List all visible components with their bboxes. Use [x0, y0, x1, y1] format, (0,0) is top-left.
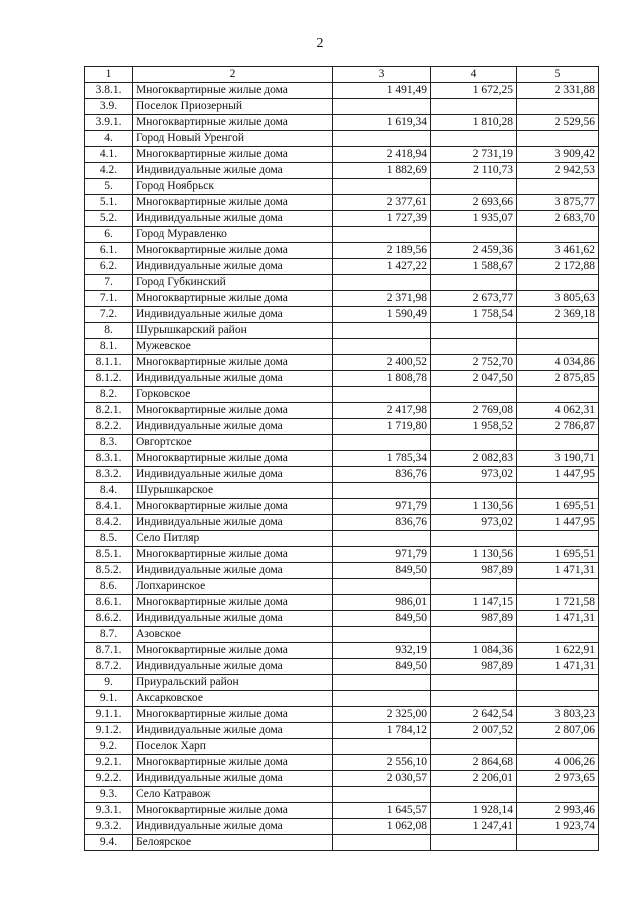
value-col3-cell — [333, 739, 431, 755]
value-col5-cell: 2 973,65 — [517, 771, 599, 787]
row-name-cell: Индивидуальные жилые дома — [133, 771, 333, 787]
value-col3-cell: 1 619,34 — [333, 115, 431, 131]
row-number-cell: 7. — [85, 275, 133, 291]
row-name-cell: Многоквартирные жилые дома — [133, 707, 333, 723]
value-col3-cell: 2 556,10 — [333, 755, 431, 771]
value-col4-cell: 1 084,36 — [431, 643, 517, 659]
value-col4-cell — [431, 131, 517, 147]
row-number-cell: 3.8.1. — [85, 83, 133, 99]
table-row — [85, 531, 599, 547]
row-number-cell: 4.1. — [85, 147, 133, 163]
value-col3-cell: 2 418,94 — [333, 147, 431, 163]
value-col4-cell — [431, 627, 517, 643]
value-col5-cell: 3 461,62 — [517, 243, 599, 259]
row-name-cell: Город Муравленко — [133, 227, 333, 243]
row-name-cell: Овгортское — [133, 435, 333, 451]
row-number-cell: 8.7.1. — [85, 643, 133, 659]
value-col3-cell: 1 491,49 — [333, 83, 431, 99]
row-number-cell: 7.2. — [85, 307, 133, 323]
value-col5-cell: 1 695,51 — [517, 499, 599, 515]
value-col3-cell — [333, 627, 431, 643]
row-number-cell: 4. — [85, 131, 133, 147]
row-number-cell: 8.7.2. — [85, 659, 133, 675]
row-name-cell: Шурышкарское — [133, 483, 333, 499]
row-name-cell: Многоквартирные жилые дома — [133, 547, 333, 563]
table-row — [85, 643, 599, 659]
row-name-cell: Многоквартирные жилые дома — [133, 195, 333, 211]
value-col3-cell: 2 371,98 — [333, 291, 431, 307]
row-name-cell: Индивидуальные жилые дома — [133, 467, 333, 483]
row-name-cell: Город Новый Уренгой — [133, 131, 333, 147]
table-row — [85, 787, 599, 803]
value-col5-cell: 1 622,91 — [517, 643, 599, 659]
row-number-cell: 5.1. — [85, 195, 133, 211]
row-number-cell: 8.5.2. — [85, 563, 133, 579]
row-name-cell: Индивидуальные жилые дома — [133, 211, 333, 227]
table-row — [85, 307, 599, 323]
table-row — [85, 195, 599, 211]
price-table-body — [85, 67, 599, 851]
value-col4-cell — [431, 99, 517, 115]
row-number-cell: 3.9.1. — [85, 115, 133, 131]
value-col4-cell: 2 082,83 — [431, 451, 517, 467]
value-col4-cell: 973,02 — [431, 515, 517, 531]
row-number-cell: 9.3. — [85, 787, 133, 803]
table-row — [85, 691, 599, 707]
value-col3-cell — [333, 787, 431, 803]
row-name-cell: Многоквартирные жилые дома — [133, 755, 333, 771]
page-number: 2 — [316, 36, 324, 51]
value-col4-cell: 1 147,15 — [431, 595, 517, 611]
value-col4-cell: 1 958,52 — [431, 419, 517, 435]
value-col5-cell: 2 172,88 — [517, 259, 599, 275]
value-col4-cell: 2 864,68 — [431, 755, 517, 771]
table-row — [85, 579, 599, 595]
value-col3-cell: 971,79 — [333, 499, 431, 515]
price-table — [84, 66, 599, 851]
value-col3-cell — [333, 275, 431, 291]
table-row — [85, 595, 599, 611]
value-col5-cell: 4 034,86 — [517, 355, 599, 371]
header-cell-5: 5 — [517, 67, 599, 83]
row-name-cell: Приуральский район — [133, 675, 333, 691]
row-name-cell: Белоярское — [133, 835, 333, 851]
row-name-cell: Многоквартирные жилые дома — [133, 243, 333, 259]
row-number-cell: 8.1. — [85, 339, 133, 355]
value-col5-cell — [517, 787, 599, 803]
value-col5-cell: 1 447,95 — [517, 515, 599, 531]
value-col5-cell — [517, 579, 599, 595]
table-row — [85, 707, 599, 723]
table-row — [85, 563, 599, 579]
table-row — [85, 611, 599, 627]
value-col5-cell — [517, 483, 599, 499]
row-name-cell: Мужевское — [133, 339, 333, 355]
value-col5-cell — [517, 323, 599, 339]
value-col3-cell: 2 400,52 — [333, 355, 431, 371]
row-name-cell: Горковское — [133, 387, 333, 403]
row-number-cell: 7.1. — [85, 291, 133, 307]
row-number-cell: 8.2. — [85, 387, 133, 403]
value-col3-cell — [333, 179, 431, 195]
value-col3-cell: 1 785,34 — [333, 451, 431, 467]
row-number-cell: 9. — [85, 675, 133, 691]
row-name-cell: Город Губкинский — [133, 275, 333, 291]
value-col4-cell — [431, 787, 517, 803]
value-col3-cell: 1 645,57 — [333, 803, 431, 819]
value-col4-cell: 2 673,77 — [431, 291, 517, 307]
header-cell-4: 4 — [431, 67, 517, 83]
value-col5-cell — [517, 131, 599, 147]
row-name-cell: Многоквартирные жилые дома — [133, 355, 333, 371]
row-number-cell: 8.5. — [85, 531, 133, 547]
row-number-cell: 9.1.1. — [85, 707, 133, 723]
value-col5-cell: 2 993,46 — [517, 803, 599, 819]
value-col5-cell — [517, 339, 599, 355]
table-row — [85, 739, 599, 755]
value-col3-cell: 986,01 — [333, 595, 431, 611]
value-col4-cell: 987,89 — [431, 563, 517, 579]
header-cell-3: 3 — [333, 67, 431, 83]
value-col5-cell: 4 006,26 — [517, 755, 599, 771]
value-col3-cell: 2 325,00 — [333, 707, 431, 723]
table-row — [85, 83, 599, 99]
value-col5-cell — [517, 675, 599, 691]
value-col3-cell: 2 417,98 — [333, 403, 431, 419]
value-col3-cell — [333, 131, 431, 147]
row-name-cell: Поселок Харп — [133, 739, 333, 755]
value-col3-cell: 1 882,69 — [333, 163, 431, 179]
value-col5-cell — [517, 179, 599, 195]
table-row — [85, 179, 599, 195]
row-name-cell: Многоквартирные жилые дома — [133, 83, 333, 99]
table-row — [85, 451, 599, 467]
value-col4-cell: 1 928,14 — [431, 803, 517, 819]
row-number-cell: 8.3.2. — [85, 467, 133, 483]
value-col5-cell — [517, 435, 599, 451]
value-col4-cell: 1 130,56 — [431, 547, 517, 563]
value-col5-cell — [517, 275, 599, 291]
row-name-cell: Индивидуальные жилые дома — [133, 259, 333, 275]
table-row — [85, 515, 599, 531]
value-col5-cell: 3 909,42 — [517, 147, 599, 163]
value-col5-cell: 2 369,18 — [517, 307, 599, 323]
row-number-cell: 8.2.2. — [85, 419, 133, 435]
row-number-cell: 9.1.2. — [85, 723, 133, 739]
value-col3-cell: 1 719,80 — [333, 419, 431, 435]
row-number-cell: 6.1. — [85, 243, 133, 259]
value-col3-cell: 1 062,08 — [333, 819, 431, 835]
row-number-cell: 6. — [85, 227, 133, 243]
row-number-cell: 9.3.1. — [85, 803, 133, 819]
value-col4-cell: 1 810,28 — [431, 115, 517, 131]
value-col4-cell: 2 642,54 — [431, 707, 517, 723]
value-col4-cell — [431, 531, 517, 547]
table-row — [85, 755, 599, 771]
row-name-cell: Многоквартирные жилые дома — [133, 403, 333, 419]
value-col5-cell — [517, 227, 599, 243]
row-number-cell: 5.2. — [85, 211, 133, 227]
value-col5-cell: 1 471,31 — [517, 611, 599, 627]
value-col4-cell: 973,02 — [431, 467, 517, 483]
table-row — [85, 163, 599, 179]
header-cell-2: 2 — [133, 67, 333, 83]
value-col3-cell: 836,76 — [333, 467, 431, 483]
table-row — [85, 323, 599, 339]
row-number-cell: 8.7. — [85, 627, 133, 643]
value-col4-cell: 987,89 — [431, 611, 517, 627]
value-col4-cell: 987,89 — [431, 659, 517, 675]
row-name-cell: Аксарковское — [133, 691, 333, 707]
value-col4-cell: 2 110,73 — [431, 163, 517, 179]
table-row — [85, 499, 599, 515]
value-col4-cell: 2 769,08 — [431, 403, 517, 419]
value-col5-cell: 2 942,53 — [517, 163, 599, 179]
value-col4-cell: 1 130,56 — [431, 499, 517, 515]
value-col4-cell: 2 731,19 — [431, 147, 517, 163]
value-col5-cell: 2 807,06 — [517, 723, 599, 739]
value-col4-cell — [431, 179, 517, 195]
row-number-cell: 9.1. — [85, 691, 133, 707]
value-col4-cell — [431, 675, 517, 691]
row-name-cell: Индивидуальные жилые дома — [133, 371, 333, 387]
row-number-cell: 8.6. — [85, 579, 133, 595]
table-row — [85, 371, 599, 387]
value-col5-cell: 2 683,70 — [517, 211, 599, 227]
table-row — [85, 803, 599, 819]
value-col5-cell — [517, 691, 599, 707]
table-row — [85, 147, 599, 163]
value-col4-cell — [431, 691, 517, 707]
table-row — [85, 675, 599, 691]
table-row — [85, 483, 599, 499]
table-row — [85, 547, 599, 563]
value-col5-cell — [517, 531, 599, 547]
header-row — [85, 67, 599, 83]
row-number-cell: 6.2. — [85, 259, 133, 275]
value-col4-cell — [431, 227, 517, 243]
row-name-cell: Индивидуальные жилые дома — [133, 723, 333, 739]
value-col5-cell: 2 875,85 — [517, 371, 599, 387]
value-col5-cell: 2 786,87 — [517, 419, 599, 435]
value-col5-cell: 3 875,77 — [517, 195, 599, 211]
value-col3-cell: 1 808,78 — [333, 371, 431, 387]
table-row — [85, 259, 599, 275]
row-name-cell: Многоквартирные жилые дома — [133, 643, 333, 659]
row-name-cell: Поселок Приозерный — [133, 99, 333, 115]
row-name-cell: Индивидуальные жилые дома — [133, 563, 333, 579]
row-number-cell: 5. — [85, 179, 133, 195]
value-col4-cell: 2 047,50 — [431, 371, 517, 387]
value-col4-cell — [431, 323, 517, 339]
table-row — [85, 339, 599, 355]
value-col3-cell: 1 727,39 — [333, 211, 431, 227]
value-col3-cell — [333, 99, 431, 115]
row-number-cell: 8.3.1. — [85, 451, 133, 467]
value-col4-cell: 1 758,54 — [431, 307, 517, 323]
value-col3-cell — [333, 227, 431, 243]
table-row — [85, 227, 599, 243]
value-col5-cell: 3 190,71 — [517, 451, 599, 467]
value-col4-cell — [431, 435, 517, 451]
row-number-cell: 3.9. — [85, 99, 133, 115]
value-col4-cell — [431, 579, 517, 595]
value-col3-cell: 932,19 — [333, 643, 431, 659]
table-row — [85, 627, 599, 643]
value-col4-cell: 1 935,07 — [431, 211, 517, 227]
value-col3-cell: 971,79 — [333, 547, 431, 563]
value-col3-cell: 836,76 — [333, 515, 431, 531]
row-number-cell: 8.3. — [85, 435, 133, 451]
value-col5-cell: 1 447,95 — [517, 467, 599, 483]
value-col5-cell: 4 062,31 — [517, 403, 599, 419]
value-col5-cell: 3 803,23 — [517, 707, 599, 723]
table-row — [85, 771, 599, 787]
value-col5-cell — [517, 387, 599, 403]
table-row — [85, 659, 599, 675]
table-row — [85, 723, 599, 739]
row-number-cell: 8.6.2. — [85, 611, 133, 627]
value-col3-cell — [333, 387, 431, 403]
value-col3-cell: 2 030,57 — [333, 771, 431, 787]
row-name-cell: Многоквартирные жилые дома — [133, 451, 333, 467]
value-col4-cell: 2 206,01 — [431, 771, 517, 787]
row-name-cell: Шурышкарский район — [133, 323, 333, 339]
value-col5-cell — [517, 739, 599, 755]
row-number-cell: 9.3.2. — [85, 819, 133, 835]
value-col3-cell — [333, 531, 431, 547]
table-row — [85, 387, 599, 403]
table-row — [85, 819, 599, 835]
table-row — [85, 467, 599, 483]
value-col4-cell: 2 459,36 — [431, 243, 517, 259]
row-name-cell: Многоквартирные жилые дома — [133, 147, 333, 163]
value-col5-cell: 1 695,51 — [517, 547, 599, 563]
value-col3-cell — [333, 435, 431, 451]
row-number-cell: 9.2.2. — [85, 771, 133, 787]
table-row — [85, 419, 599, 435]
row-name-cell: Село Катравож — [133, 787, 333, 803]
value-col3-cell — [333, 691, 431, 707]
row-number-cell: 4.2. — [85, 163, 133, 179]
value-col3-cell: 2 189,56 — [333, 243, 431, 259]
value-col4-cell: 1 672,25 — [431, 83, 517, 99]
table-row — [85, 131, 599, 147]
value-col3-cell: 1 590,49 — [333, 307, 431, 323]
table-row — [85, 99, 599, 115]
value-col4-cell — [431, 387, 517, 403]
value-col3-cell — [333, 483, 431, 499]
row-number-cell: 8.4.2. — [85, 515, 133, 531]
row-name-cell: Многоквартирные жилые дома — [133, 499, 333, 515]
row-name-cell: Индивидуальные жилые дома — [133, 611, 333, 627]
value-col5-cell — [517, 627, 599, 643]
table-row — [85, 403, 599, 419]
value-col3-cell: 849,50 — [333, 611, 431, 627]
row-name-cell: Индивидуальные жилые дома — [133, 819, 333, 835]
table-row — [85, 435, 599, 451]
row-number-cell: 8.1.1. — [85, 355, 133, 371]
row-number-cell: 9.2.1. — [85, 755, 133, 771]
value-col3-cell — [333, 323, 431, 339]
row-number-cell: 8.6.1. — [85, 595, 133, 611]
row-number-cell: 8. — [85, 323, 133, 339]
value-col3-cell: 2 377,61 — [333, 195, 431, 211]
table-row — [85, 355, 599, 371]
value-col3-cell — [333, 339, 431, 355]
value-col5-cell: 2 529,56 — [517, 115, 599, 131]
row-number-cell: 9.2. — [85, 739, 133, 755]
value-col5-cell: 1 471,31 — [517, 659, 599, 675]
table-row — [85, 115, 599, 131]
row-name-cell: Многоквартирные жилые дома — [133, 595, 333, 611]
value-col3-cell: 1 427,22 — [333, 259, 431, 275]
value-col5-cell: 1 471,31 — [517, 563, 599, 579]
value-col4-cell: 1 588,67 — [431, 259, 517, 275]
value-col4-cell: 1 247,41 — [431, 819, 517, 835]
table-row — [85, 291, 599, 307]
row-number-cell: 8.2.1. — [85, 403, 133, 419]
row-name-cell: Индивидуальные жилые дома — [133, 307, 333, 323]
row-name-cell: Индивидуальные жилые дома — [133, 419, 333, 435]
row-number-cell: 8.4. — [85, 483, 133, 499]
value-col5-cell: 1 923,74 — [517, 819, 599, 835]
row-number-cell: 8.5.1. — [85, 547, 133, 563]
value-col4-cell: 2 752,70 — [431, 355, 517, 371]
row-name-cell: Лопхаринское — [133, 579, 333, 595]
header-cell-1: 1 — [85, 67, 133, 83]
row-name-cell: Многоквартирные жилые дома — [133, 803, 333, 819]
value-col3-cell: 849,50 — [333, 563, 431, 579]
value-col4-cell — [431, 835, 517, 851]
value-col5-cell: 2 331,88 — [517, 83, 599, 99]
row-name-cell: Азовское — [133, 627, 333, 643]
value-col3-cell — [333, 835, 431, 851]
value-col5-cell — [517, 99, 599, 115]
row-number-cell: 9.4. — [85, 835, 133, 851]
row-name-cell: Индивидуальные жилые дома — [133, 659, 333, 675]
row-name-cell: Многоквартирные жилые дома — [133, 291, 333, 307]
value-col3-cell: 1 784,12 — [333, 723, 431, 739]
row-name-cell: Индивидуальные жилые дома — [133, 515, 333, 531]
value-col3-cell — [333, 579, 431, 595]
row-name-cell: Город Ноябрьск — [133, 179, 333, 195]
value-col4-cell — [431, 739, 517, 755]
row-name-cell: Индивидуальные жилые дома — [133, 163, 333, 179]
table-row — [85, 211, 599, 227]
value-col4-cell — [431, 275, 517, 291]
value-col5-cell — [517, 835, 599, 851]
row-number-cell: 8.1.2. — [85, 371, 133, 387]
row-name-cell: Село Питляр — [133, 531, 333, 547]
row-name-cell: Многоквартирные жилые дома — [133, 115, 333, 131]
table-row — [85, 275, 599, 291]
value-col5-cell: 3 805,63 — [517, 291, 599, 307]
row-number-cell: 8.4.1. — [85, 499, 133, 515]
value-col3-cell: 849,50 — [333, 659, 431, 675]
value-col4-cell: 2 007,52 — [431, 723, 517, 739]
value-col4-cell — [431, 483, 517, 499]
value-col4-cell — [431, 339, 517, 355]
table-row — [85, 835, 599, 851]
value-col5-cell: 1 721,58 — [517, 595, 599, 611]
value-col4-cell: 2 693,66 — [431, 195, 517, 211]
value-col3-cell — [333, 675, 431, 691]
table-row — [85, 243, 599, 259]
